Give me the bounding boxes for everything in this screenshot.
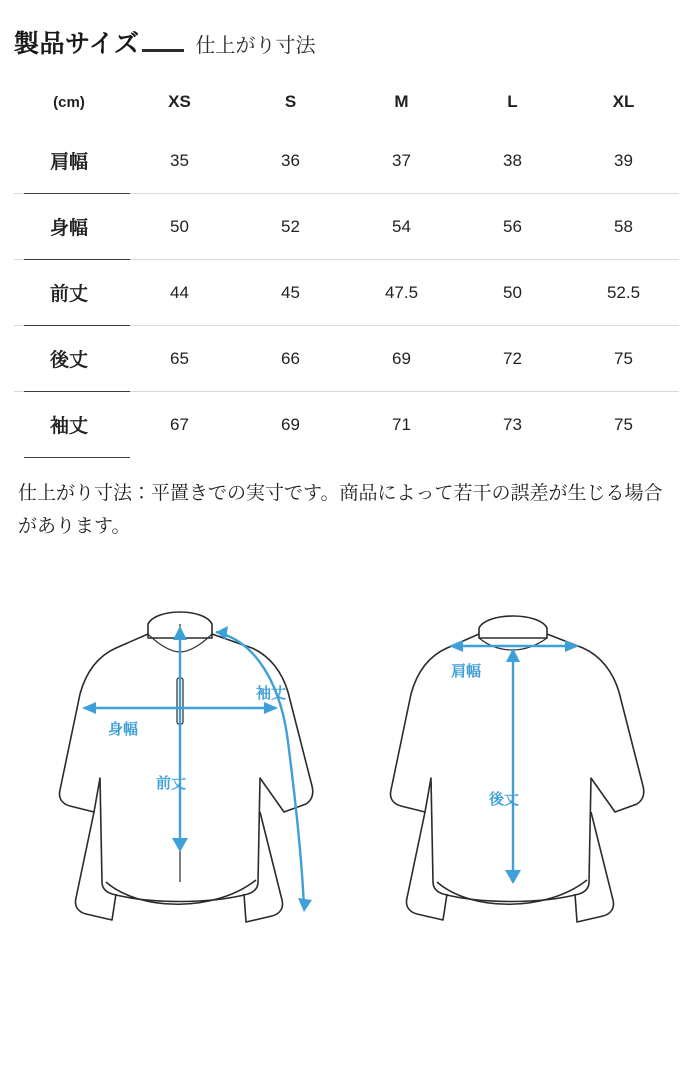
cell-front-s: 45 xyxy=(281,282,300,302)
front-label-front-length: 前丈 xyxy=(156,774,187,792)
cell-shoulder-m: 37 xyxy=(392,150,411,170)
cell-chest-xl: 58 xyxy=(614,216,633,236)
column-header-xl: XL xyxy=(612,92,635,111)
cell-front-xl: 52.5 xyxy=(606,282,641,302)
table-row xyxy=(14,128,679,194)
column-header-unit: (cm) xyxy=(53,93,85,111)
cell-sleeve-s: 69 xyxy=(281,414,300,434)
front-view-diagram xyxy=(20,582,340,962)
cell-chest-l: 56 xyxy=(503,216,522,236)
column-header-l: L xyxy=(507,92,518,111)
cell-front-xs: 44 xyxy=(170,282,189,302)
cell-back-s: 66 xyxy=(281,348,300,368)
table-row xyxy=(14,260,679,326)
cell-sleeve-xs: 67 xyxy=(170,414,189,434)
page-title-main: 製品サイズ xyxy=(14,30,140,58)
cell-back-l: 72 xyxy=(503,348,522,368)
cell-shoulder-xl: 39 xyxy=(614,150,633,170)
back-view-diagram xyxy=(353,582,673,962)
table-row xyxy=(14,194,679,260)
cell-back-xl: 75 xyxy=(614,348,633,368)
table-header-row xyxy=(14,82,679,128)
measurement-note: 仕上がり寸法：平置きでの実寸です。商品によって若干の誤差が生じる場合があります。 xyxy=(18,483,663,538)
cell-back-xs: 65 xyxy=(170,348,189,368)
cell-chest-m: 54 xyxy=(392,216,411,236)
cell-chest-s: 52 xyxy=(281,216,300,236)
cell-chest-xs: 50 xyxy=(170,216,189,236)
back-label-back-length: 後丈 xyxy=(489,790,520,808)
cell-shoulder-xs: 35 xyxy=(170,150,189,170)
front-label-sleeve: 袖丈 xyxy=(256,684,287,702)
cell-front-l: 50 xyxy=(503,282,522,302)
front-label-chest: 身幅 xyxy=(108,720,139,738)
garment-diagrams xyxy=(14,582,679,962)
row-label-front-length: 前丈 xyxy=(14,260,124,326)
cell-back-m: 69 xyxy=(392,348,411,368)
column-header-xs: XS xyxy=(168,92,191,111)
cell-sleeve-l: 73 xyxy=(503,414,522,434)
size-table xyxy=(14,82,679,457)
table-row xyxy=(14,326,679,392)
column-header-s: S xyxy=(284,92,297,111)
table-row xyxy=(14,392,679,458)
column-header-m: M xyxy=(394,92,409,111)
back-label-shoulder: 肩幅 xyxy=(451,662,482,680)
page-title xyxy=(14,0,679,60)
row-label-shoulder: 肩幅 xyxy=(49,152,88,173)
size-table-head xyxy=(14,82,679,128)
cell-shoulder-s: 36 xyxy=(281,150,300,170)
cell-sleeve-xl: 75 xyxy=(614,414,633,434)
row-label-sleeve: 袖丈 xyxy=(14,392,124,458)
row-label-chest: 身幅 xyxy=(14,194,124,260)
cell-front-m: 47.5 xyxy=(384,282,419,302)
size-table-body xyxy=(14,128,679,457)
cell-sleeve-m: 71 xyxy=(392,414,411,434)
title-divider xyxy=(142,49,184,52)
row-label-back-length: 後丈 xyxy=(14,326,124,392)
cell-shoulder-l: 38 xyxy=(503,150,522,170)
page-title-sub: 仕上がり寸法 xyxy=(195,35,316,57)
